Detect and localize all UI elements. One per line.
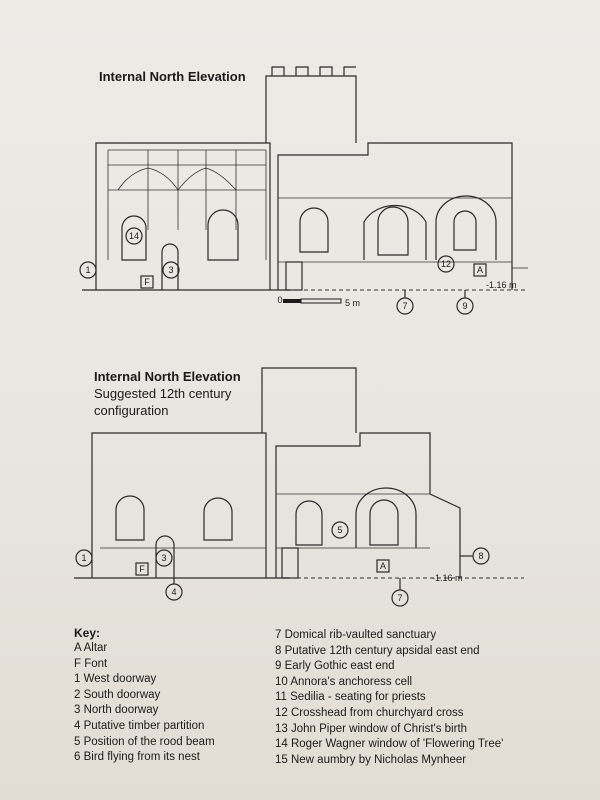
- callout-3: 3: [168, 265, 174, 275]
- key-item: A Altar: [74, 642, 108, 654]
- nave-window: [204, 498, 232, 540]
- key-item: 3 North doorway: [74, 704, 159, 717]
- key-item: 14 Roger Wagner window of 'Flowering Tree': [275, 738, 504, 751]
- altar-mark: A: [476, 265, 484, 275]
- callout-1: 1: [81, 553, 87, 563]
- nave-window-west: [116, 496, 144, 540]
- key-item: 4 Putative timber partition: [74, 719, 205, 732]
- key-right-column: [275, 628, 503, 768]
- callout-14: 14: [128, 231, 140, 241]
- anchoress-cell: [286, 262, 302, 290]
- key-item: 6 Bird flying from its nest: [74, 751, 200, 764]
- sanctuary-window: [378, 207, 408, 255]
- key-item: 15 New aumbry by Nicholas Mynheer: [275, 753, 467, 766]
- east-window: [454, 211, 476, 250]
- key-item: 13 John Piper window of Christ's birth: [275, 722, 468, 735]
- scale-end: 5 m: [345, 298, 361, 308]
- callout-4: 4: [171, 587, 177, 597]
- key-item: 1 West doorway: [74, 673, 157, 686]
- font-mark: F: [144, 277, 150, 287]
- level-label: -1.16 m: [486, 280, 517, 290]
- key-title: Key:: [74, 626, 101, 640]
- callout-1: 1: [85, 265, 91, 275]
- nave-window: [208, 210, 238, 260]
- callout-7: 7: [402, 301, 408, 311]
- sanctuary-arch: [364, 205, 426, 260]
- key-item: 10 Annora's anchoress cell: [275, 675, 413, 688]
- key-item: 12 Crosshead from churchyard cross: [275, 706, 464, 719]
- key-item: 2 South doorway: [74, 688, 161, 701]
- callout-9: 9: [462, 301, 468, 311]
- scale-bar: [283, 299, 301, 303]
- diagram2-subtitle-line1: Suggested 12th century: [94, 386, 232, 401]
- scale-start: 0: [277, 295, 283, 305]
- tower: [262, 368, 356, 433]
- altar-mark: A: [379, 561, 387, 571]
- diagram2-title: Internal North Elevation: [94, 369, 241, 384]
- diagram2-subtitle-line2: configuration: [94, 403, 169, 418]
- key-item: F Font: [74, 657, 108, 670]
- chancel-wall: [276, 433, 460, 578]
- key-left-column: [74, 641, 215, 766]
- nave-wall: [92, 433, 266, 578]
- key-item: 5 Position of the rood beam: [74, 735, 215, 748]
- key-item: 8 Putative 12th century apsidal east end: [275, 644, 480, 657]
- key-item: 9 Early Gothic east end: [275, 660, 395, 673]
- chancel-window: [300, 208, 328, 252]
- callout-7: 7: [397, 593, 403, 603]
- callout-3: 3: [161, 553, 167, 563]
- key-item: 11 Sedilia - seating for priests: [275, 691, 426, 704]
- anchoress-cell: [282, 548, 298, 578]
- font-mark: F: [139, 564, 145, 574]
- sanctuary-window: [370, 500, 398, 545]
- chancel-window: [296, 501, 322, 545]
- level-label: -1.16 m: [432, 573, 463, 583]
- key-item: 7 Domical rib-vaulted sanctuary: [275, 629, 437, 641]
- battlements: [272, 67, 356, 76]
- diagram1-title: Internal North Elevation: [99, 69, 246, 84]
- callout-5: 5: [337, 525, 343, 535]
- callout-8: 8: [478, 551, 484, 561]
- callout-12: 12: [440, 259, 452, 269]
- tower: [266, 76, 356, 143]
- sanctuary-arch: [356, 488, 416, 548]
